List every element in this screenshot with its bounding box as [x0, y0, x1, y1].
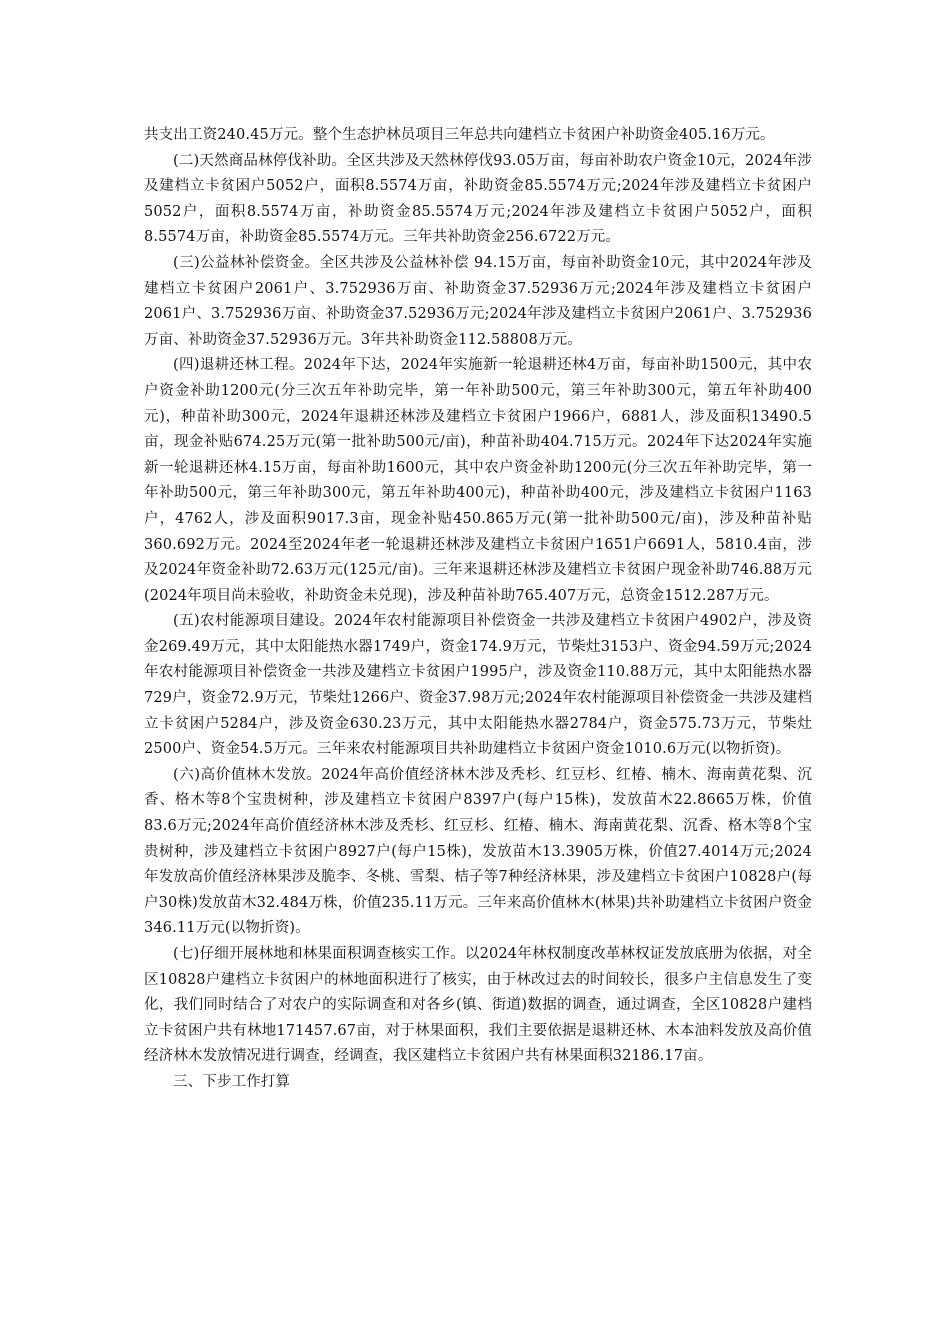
paragraph-rural-energy: (五)农村能源项目建设。2024年农村能源项目补偿资金一共涉及建档立卡贫困户4902户，涉及资金269.49万元，其中太阳能热水器1749户，资金174.9万元，节柴灶3153户、资金94.59万元;2024年农村能源项目补偿资金一共涉及建档立卡贫困户1995户，涉及资金110.88万元，其中太阳能热水器729户，资金72.9万元，节柴灶1266户、资金37.98万元;2024年农村能源项目补偿资金一共涉及建档立卡贫困户5284户，涉及资金630.23万元，其中太阳能热水器2784户，资金575.73万元，节柴灶2500户、资金54.5万元。三年来农村能源项目共补助建档立卡贫困户资金1010.6万元(以物折资)。 — [144, 613, 812, 758]
paragraph-high-value-trees: (六)高价值林木发放。2024年高价值经济林木涉及秃杉、红豆杉、红椿、楠木、海南黄花梨、沉香、格木等8个宝贵树种，涉及建档立卡贫困户8397户(每户15株)，发放苗木22.8665万株，价值83.6万元;2024年高价值经济林木涉及秃杉、红豆杉、红椿、楠木、海南黄花梨、沉香、格木等8个宝贵树种，涉及建档立卡贫困户8927户(每户15株)，发放苗木13.3905万株，价值27.4014万元;2024年发放高价值经济林果涉及脆李、冬桃、雪梨、桔子等7种经济林果，涉及建档立卡贫困户10828户(每户30株)发放苗木32.484万株，价值235.11万元。三年来高价值林木(林果)共补助建档立卡贫困户资金346.11万元(以物折资)。 — [144, 766, 812, 937]
paragraph-forest-survey: (七)仔细开展林地和林果面积调查核实工作。以2024年林权制度改革林权证发放底册为依据，对全区10828户建档立卡贫困户的林地面积进行了核实，由于林改过去的时间较长，很多户主信息发生了变化，我们同时结合了对农户的实际调查和对各乡(镇、街道)数据的调查，通过调查，全区10828户建档立卡贫困户共有林地171457.67亩，对于林果面积，我们主要依据是退耕还林、木本油料发放及高价值经济林木发放情况进行调查，经调查，我区建档立卡贫困户共有林果面积32186.17亩。 — [144, 946, 812, 1065]
paragraph-public-forest-compensation: (三)公益林补偿资金。全区共涉及公益林补偿 94.15万亩，每亩补助资金10元，其中2024年涉及建档立卡贫困户2061户、3.752936万亩、补助资金37.52936万元;2024年涉及建档立卡贫困户2061户、3.752936万亩、补助资金37.52936万元;2024年涉及建档立卡贫困户2061户、3.752936万亩、补助资金37.52936万元。3年共补助资金112.58808万元。 — [144, 254, 812, 348]
paragraph-natural-forest-subsidy: (二)天然商品林停伐补助。全区共涉及天然林停伐93.05万亩，每亩补助农户资金10元，2024年涉及建档立卡贫困户5052户，面积8.5574万亩，补助资金85.5574万元;2024年涉及建档立卡贫困户5052户，面积8.5574万亩，补助资金85.5574万元;2024年涉及建档立卡贫困户5052户，面积8.5574万亩，补助资金85.5574万元。三年共补助资金256.6722万元。 — [144, 152, 812, 246]
paragraph-grain-to-green: (四)退耕还林工程。2024年下达，2024年实施新一轮退耕还林4万亩，每亩补助1500元，其中农户资金补助1200元(分三次五年补助完毕，第一年补助500元，第三年补助300元，第五年补助400元)，种苗补助300元，2024年退耕还林涉及建档立卡贫困户1966户，6881人，涉及面积13490.5亩，现金补贴674.25万元(第一批补助500元/亩)，种苗补助404.715万元。2024年下达2024年实施新一轮退耕还林4.15万亩，每亩补助1600元，其中农户资金补助1200元(分三次五年补助完毕，第一年补助500元，第三年补助300元，第五年补助400元)，种苗补助400元，涉及建档立卡贫困户1163户，4762人，涉及面积9017.3亩，现金补贴450.865万元(第一批补助500元/亩)，涉及种苗补贴360.692万元。2024至2024年老一轮退耕还林涉及建档立卡贫困户1651户6691人，5810.4亩，涉及2024年资金补助72.63万元(125元/亩)。三年来退耕还林涉及建档立卡贫困户现金补助746.88万元(2024年项目尚未验收，补助资金未兑现)，涉及种苗补助765.407万元，总资金1512.287万元。 — [144, 357, 812, 604]
document-body — [144, 123, 812, 1096]
paragraph-continuation: 共支出工资240.45万元。整个生态护林员项目三年总共向建档立卡贫困户补助资金405.16万元。 — [144, 127, 775, 143]
section-heading-next-steps: 三、下步工作打算 — [173, 1073, 291, 1090]
